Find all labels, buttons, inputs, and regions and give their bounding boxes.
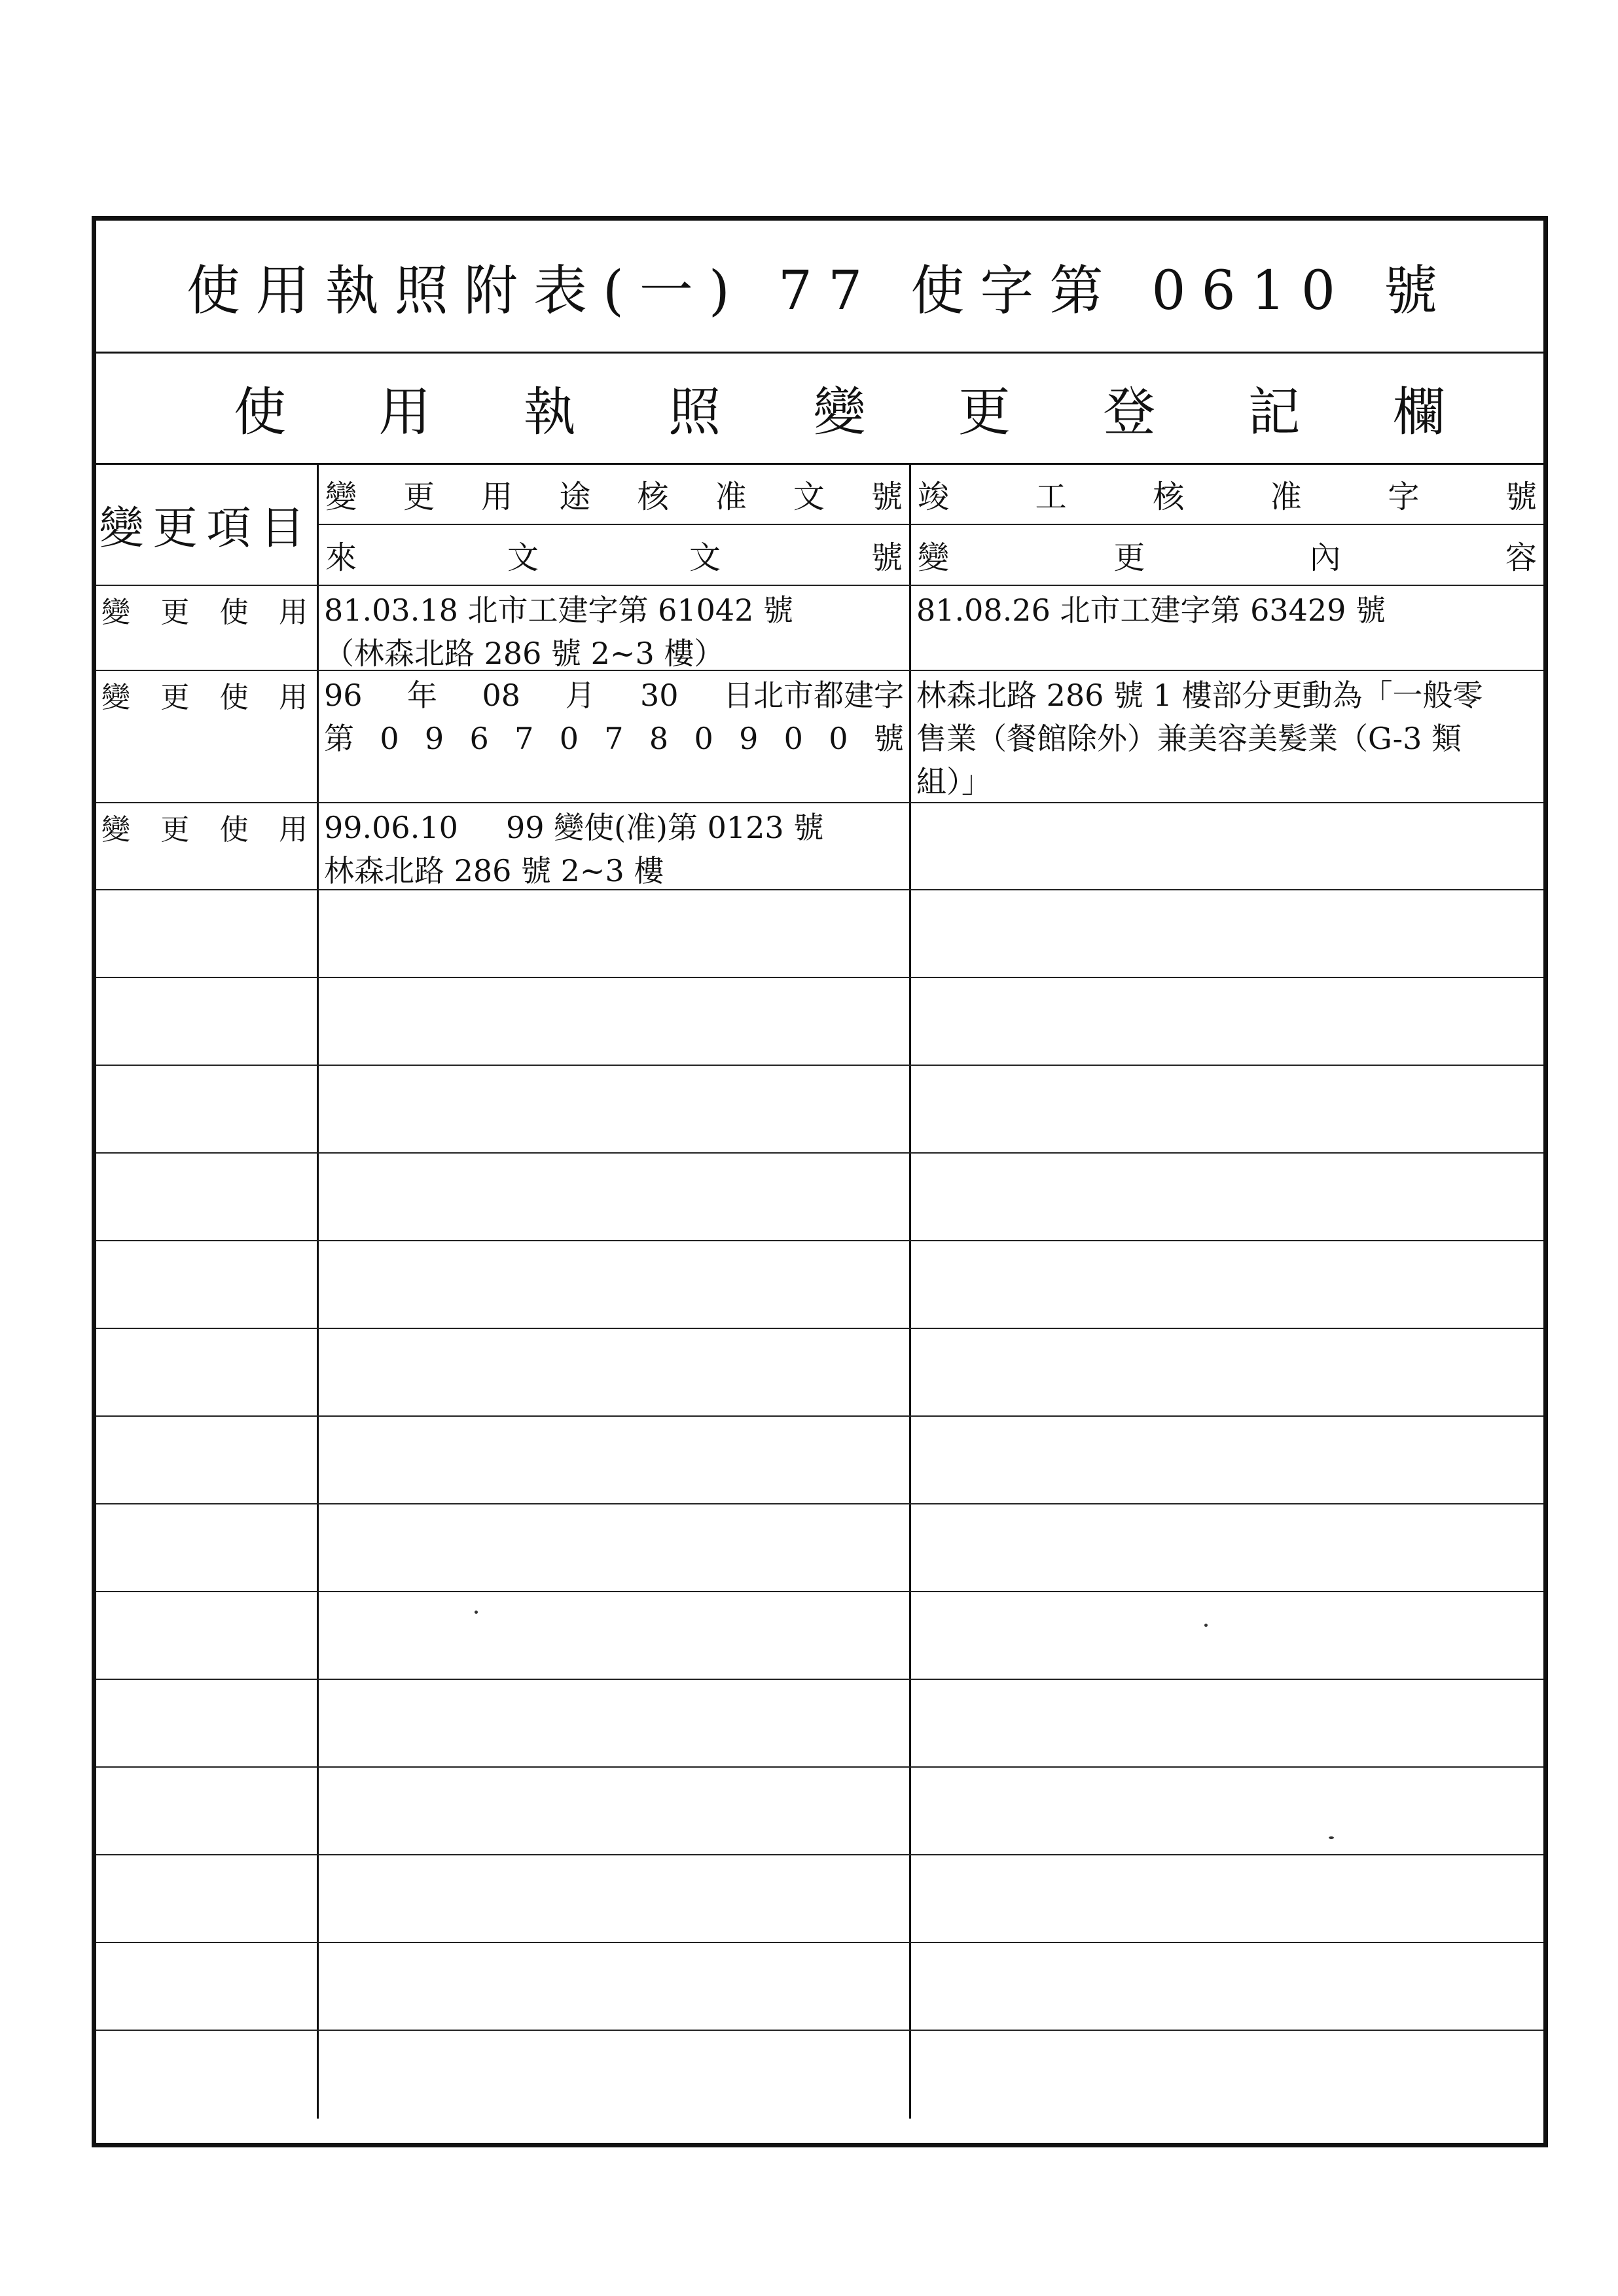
empty-cell bbox=[96, 1241, 319, 1328]
header-char: 變 bbox=[918, 539, 950, 576]
table-header-row bbox=[96, 465, 1543, 586]
empty-cell bbox=[319, 1154, 911, 1240]
header-char: 文 bbox=[793, 479, 825, 516]
header-incoming-number bbox=[319, 525, 909, 585]
scan-speck bbox=[1204, 1624, 1208, 1627]
document-number-token: 0 bbox=[694, 721, 713, 756]
section-title-char: 登 bbox=[1103, 381, 1156, 443]
document-number-token: 9 bbox=[424, 721, 444, 756]
empty-table-row bbox=[96, 1241, 1543, 1329]
empty-cell bbox=[319, 1943, 911, 2030]
empty-cell bbox=[96, 1329, 319, 1415]
empty-table-row bbox=[96, 2031, 1543, 2119]
change-type-char: 變 bbox=[101, 681, 130, 714]
license-sheet bbox=[92, 216, 1548, 2147]
empty-cell bbox=[96, 1417, 319, 1503]
registration-table bbox=[96, 465, 1543, 2119]
empty-cell bbox=[319, 1680, 911, 1766]
empty-cell bbox=[911, 1417, 1543, 1503]
section-title-char: 使 bbox=[234, 381, 286, 443]
change-type-char: 使 bbox=[219, 596, 249, 629]
header-item-cell bbox=[96, 465, 319, 585]
change-content-line: 售業（餐館除外）兼美容美髮業（G-3 類 bbox=[916, 721, 1462, 756]
header-approval-number bbox=[319, 465, 909, 525]
empty-table-row bbox=[96, 1329, 1543, 1417]
empty-cell bbox=[319, 2031, 911, 2119]
empty-cell bbox=[96, 1066, 319, 1152]
empty-cell bbox=[96, 1504, 319, 1591]
header-completion-number bbox=[911, 465, 1543, 525]
section-title-char: 照 bbox=[668, 381, 721, 443]
document-number-token: 年 bbox=[407, 678, 438, 713]
empty-table-row bbox=[96, 1066, 1543, 1154]
change-type-cell bbox=[96, 671, 319, 802]
empty-cell bbox=[319, 1592, 911, 1679]
header-char: 號 bbox=[1505, 479, 1537, 516]
empty-cell bbox=[96, 1768, 319, 1854]
change-type-cell bbox=[96, 803, 319, 889]
empty-cell bbox=[319, 978, 911, 1065]
table-row bbox=[96, 586, 1543, 671]
header-char: 號 bbox=[871, 539, 903, 576]
header-char: 字 bbox=[1388, 479, 1420, 516]
section-title-char: 欄 bbox=[1393, 381, 1445, 443]
change-type-label bbox=[96, 586, 317, 630]
header-change-content bbox=[911, 525, 1543, 585]
change-type-char: 變 bbox=[101, 813, 130, 847]
document-number-token: 9 bbox=[739, 721, 759, 756]
empty-cell bbox=[319, 1504, 911, 1591]
document-number-line: （林森北路 286 號 2~3 樓） bbox=[324, 636, 725, 671]
header-item-label: 變更項目 bbox=[99, 503, 314, 555]
change-type-char: 使 bbox=[219, 813, 249, 847]
empty-cell bbox=[911, 890, 1543, 977]
header-char: 竣 bbox=[918, 479, 950, 516]
empty-cell bbox=[319, 890, 911, 977]
header-char: 文 bbox=[507, 539, 539, 576]
header-char: 准 bbox=[1270, 479, 1302, 516]
header-char: 用 bbox=[481, 479, 513, 516]
document-number-token: 0 bbox=[783, 721, 803, 756]
document-number-cell bbox=[319, 586, 911, 670]
empty-cell bbox=[911, 1154, 1543, 1240]
empty-table-row bbox=[96, 1504, 1543, 1592]
section-title-char: 變 bbox=[813, 381, 866, 443]
header-char: 內 bbox=[1309, 539, 1341, 576]
empty-table-row bbox=[96, 978, 1543, 1066]
change-type-label bbox=[96, 671, 317, 716]
document-number-token: 7 bbox=[514, 721, 534, 756]
section-title-char: 更 bbox=[958, 381, 1011, 443]
change-content-cell bbox=[911, 803, 1543, 889]
section-title-char: 用 bbox=[378, 381, 431, 443]
empty-cell bbox=[911, 1066, 1543, 1152]
header-char: 更 bbox=[1113, 539, 1145, 576]
change-content-line: 林森北路 286 號 1 樓部分更動為「一般零 bbox=[916, 678, 1483, 713]
document-number-token: 30 bbox=[639, 678, 679, 713]
empty-cell bbox=[96, 1680, 319, 1766]
header-char: 核 bbox=[637, 479, 669, 516]
header-char: 核 bbox=[1153, 479, 1185, 516]
empty-table-row bbox=[96, 1768, 1543, 1855]
document-number-token: 0 bbox=[829, 721, 848, 756]
change-type-char: 用 bbox=[278, 681, 308, 714]
document-number-line: 99.06.10 99 變使(准)第 0123 號 bbox=[324, 810, 824, 845]
document-number-cell bbox=[319, 671, 911, 802]
change-type-char: 更 bbox=[160, 596, 190, 629]
empty-cell bbox=[319, 1329, 911, 1415]
header-char: 工 bbox=[1035, 479, 1067, 516]
document-number-token: 日北市都建字 bbox=[723, 678, 904, 713]
document-number-token: 7 bbox=[604, 721, 624, 756]
empty-cell bbox=[911, 2031, 1543, 2119]
document-number-token: 08 bbox=[482, 678, 521, 713]
table-row bbox=[96, 803, 1543, 890]
empty-cell bbox=[911, 1680, 1543, 1766]
document-number-token: 第 bbox=[324, 721, 354, 756]
empty-cell bbox=[319, 1768, 911, 1854]
empty-cell bbox=[911, 1329, 1543, 1415]
header-char: 准 bbox=[715, 479, 747, 516]
document-number-token: 0 bbox=[559, 721, 579, 756]
document-number-line: 林森北路 286 號 2~3 樓 bbox=[324, 853, 664, 888]
empty-cell bbox=[96, 1154, 319, 1240]
change-type-cell bbox=[96, 586, 319, 670]
header-document-cell bbox=[319, 465, 911, 585]
scan-speck bbox=[1329, 1836, 1334, 1839]
change-content-line: 81.08.26 北市工建字第 63429 號 bbox=[916, 592, 1386, 628]
empty-cell bbox=[96, 978, 319, 1065]
empty-table-row bbox=[96, 1417, 1543, 1504]
empty-cell bbox=[911, 978, 1543, 1065]
header-char: 途 bbox=[559, 479, 591, 516]
empty-cell bbox=[319, 1855, 911, 1942]
empty-table-row bbox=[96, 1943, 1543, 2031]
document-number-token: 8 bbox=[649, 721, 669, 756]
document-number-token: 0 bbox=[380, 721, 399, 756]
empty-cell bbox=[319, 1417, 911, 1503]
header-char: 號 bbox=[871, 479, 903, 516]
change-type-char: 更 bbox=[160, 681, 190, 714]
header-char: 變 bbox=[325, 479, 357, 516]
document-number-line bbox=[324, 717, 904, 760]
empty-table-row bbox=[96, 1855, 1543, 1943]
empty-table-row bbox=[96, 1680, 1543, 1768]
document-number-line bbox=[324, 674, 904, 717]
document-number-cell bbox=[319, 803, 911, 889]
change-type-label bbox=[96, 803, 317, 848]
change-type-char: 變 bbox=[101, 596, 130, 629]
change-content-cell bbox=[911, 586, 1543, 670]
change-content-cell bbox=[911, 671, 1543, 802]
empty-cell bbox=[96, 1943, 319, 2030]
empty-cell bbox=[96, 2031, 319, 2119]
empty-cell bbox=[911, 1592, 1543, 1679]
empty-cell bbox=[96, 1855, 319, 1942]
change-type-char: 用 bbox=[278, 596, 308, 629]
document-number-token: 月 bbox=[565, 678, 596, 713]
empty-cell bbox=[911, 1504, 1543, 1591]
section-title bbox=[96, 352, 1543, 465]
empty-cell bbox=[911, 1855, 1543, 1942]
header-char: 文 bbox=[689, 539, 721, 576]
section-title-char: 執 bbox=[523, 381, 576, 443]
header-char: 容 bbox=[1505, 539, 1537, 576]
change-type-char: 使 bbox=[219, 681, 249, 714]
document-number-line: 81.03.18 北市工建字第 61042 號 bbox=[324, 592, 794, 628]
header-char: 來 bbox=[325, 539, 357, 576]
change-content-line: 組）」 bbox=[916, 764, 992, 799]
header-char: 更 bbox=[403, 479, 435, 516]
change-type-char: 更 bbox=[160, 813, 190, 847]
empty-cell bbox=[911, 1768, 1543, 1854]
scan-speck bbox=[475, 1611, 478, 1614]
empty-cell bbox=[319, 1066, 911, 1152]
empty-table-row bbox=[96, 1154, 1543, 1241]
document-number-token: 6 bbox=[469, 721, 489, 756]
empty-cell bbox=[911, 1943, 1543, 2030]
table-row bbox=[96, 671, 1543, 803]
empty-cell bbox=[96, 890, 319, 977]
change-type-char: 用 bbox=[278, 813, 308, 847]
section-title-char: 記 bbox=[1248, 381, 1301, 443]
document-number-token: 96 bbox=[324, 678, 363, 713]
page-title: 使用執照附表(一) 77 使字第 0610 號 bbox=[96, 221, 1543, 354]
empty-table-row bbox=[96, 890, 1543, 978]
empty-cell bbox=[319, 1241, 911, 1328]
document-number-token: 號 bbox=[873, 721, 904, 756]
empty-cell bbox=[96, 1592, 319, 1679]
empty-table-row bbox=[96, 1592, 1543, 1680]
header-content-cell bbox=[911, 465, 1543, 585]
empty-cell bbox=[911, 1241, 1543, 1328]
